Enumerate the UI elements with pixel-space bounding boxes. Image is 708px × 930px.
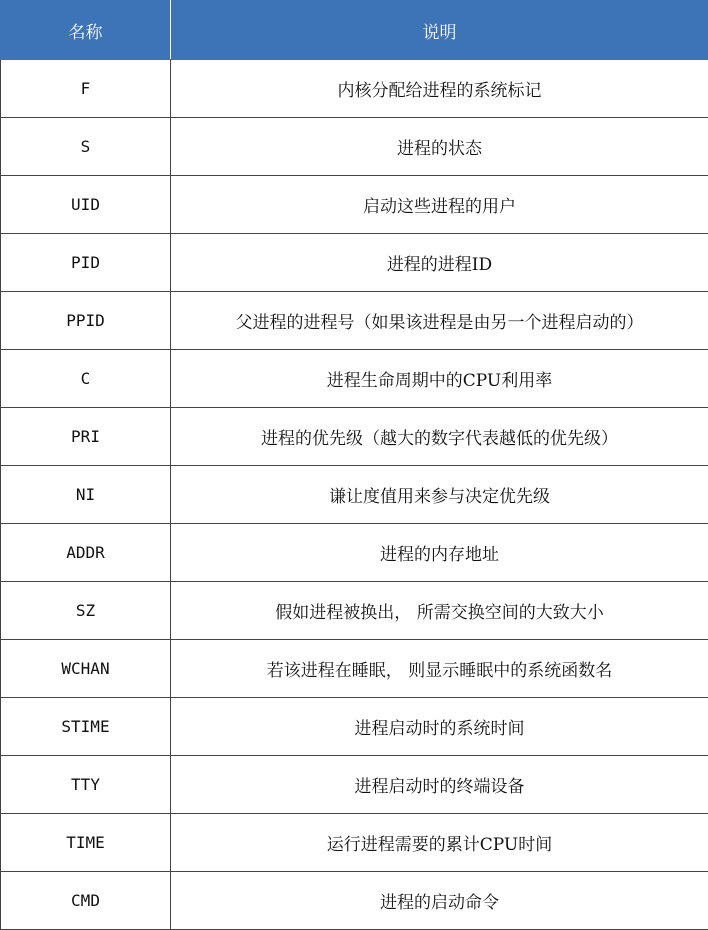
table-row — [1, 582, 708, 640]
field-description: 运行进程需要的累计CPU时间 — [171, 814, 708, 872]
field-name: PID — [1, 234, 171, 292]
field-description: 进程生命周期中的CPU利用率 — [171, 350, 708, 408]
field-name: ADDR — [1, 524, 171, 582]
table-row — [1, 872, 708, 930]
table-row — [1, 176, 708, 234]
field-description: 进程的状态 — [171, 118, 708, 176]
table-row — [1, 814, 708, 872]
field-name: C — [1, 350, 171, 408]
table-row — [1, 640, 708, 698]
field-name: WCHAN — [1, 640, 171, 698]
table-row — [1, 60, 708, 118]
table-row — [1, 408, 708, 466]
field-description: 若该进程在睡眠， 则显示睡眠中的系统函数名 — [171, 640, 708, 698]
table-row — [1, 756, 708, 814]
field-description: 进程的内存地址 — [171, 524, 708, 582]
table-row — [1, 466, 708, 524]
field-description: 进程的进程ID — [171, 234, 708, 292]
field-name: STIME — [1, 698, 171, 756]
header-name: 名称 — [1, 1, 171, 60]
field-name: PPID — [1, 292, 171, 350]
field-name: PRI — [1, 408, 171, 466]
field-name: NI — [1, 466, 171, 524]
table-header — [1, 1, 708, 60]
field-description: 进程启动时的终端设备 — [171, 756, 708, 814]
field-name: TIME — [1, 814, 171, 872]
table-row — [1, 350, 708, 408]
field-description: 进程启动时的系统时间 — [171, 698, 708, 756]
header-row — [1, 1, 708, 60]
field-description: 假如进程被换出， 所需交换空间的大致大小 — [171, 582, 708, 640]
table-body — [1, 60, 708, 930]
header-description: 说明 — [171, 1, 708, 60]
field-name: F — [1, 60, 171, 118]
field-description: 启动这些进程的用户 — [171, 176, 708, 234]
field-description: 进程的优先级（越大的数字代表越低的优先级） — [171, 408, 708, 466]
field-description: 内核分配给进程的系统标记 — [171, 60, 708, 118]
field-description: 谦让度值用来参与决定优先级 — [171, 466, 708, 524]
table-row — [1, 234, 708, 292]
table-row — [1, 292, 708, 350]
table-row — [1, 698, 708, 756]
table-row — [1, 524, 708, 582]
field-name: CMD — [1, 872, 171, 930]
field-description: 进程的启动命令 — [171, 872, 708, 930]
field-name: UID — [1, 176, 171, 234]
field-name: TTY — [1, 756, 171, 814]
field-name: S — [1, 118, 171, 176]
table-row — [1, 118, 708, 176]
field-description: 父进程的进程号（如果该进程是由另一个进程启动的） — [171, 292, 708, 350]
field-name: SZ — [1, 582, 171, 640]
